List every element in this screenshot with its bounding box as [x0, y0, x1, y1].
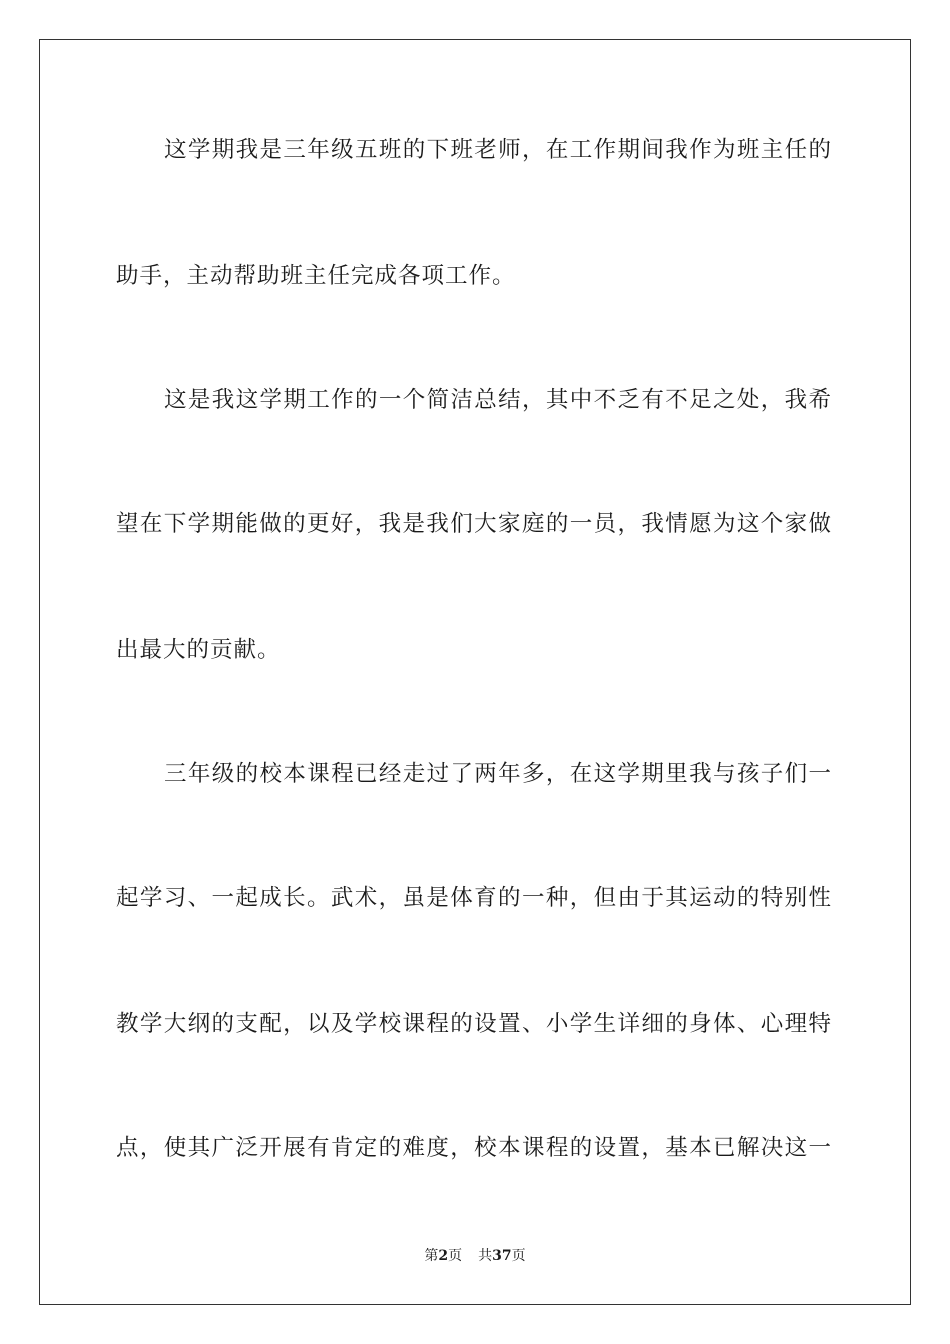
paragraph-line: 望在下学期能做的更好，我是我们大家庭的一员，我情愿为这个家做 [116, 511, 832, 537]
page-number: 2 [438, 1248, 449, 1264]
page-footer [0, 1246, 950, 1266]
paragraph-line: 助手，主动帮助班主任完成各项工作。 [116, 263, 516, 289]
paragraph-line: 三年级的校本课程已经走过了两年多，在这学期里我与孩子们一 [164, 761, 832, 787]
total-prefix: 共 [478, 1248, 493, 1264]
paragraph-line: 这学期我是三年级五班的下班老师，在工作期间我作为班主任的 [164, 137, 832, 163]
paragraph-line: 这是我这学期工作的一个简洁总结，其中不乏有不足之处，我希 [164, 387, 832, 413]
paragraph-line: 出最大的贡献。 [116, 637, 281, 663]
page-prefix: 第 [424, 1248, 439, 1264]
total-suffix: 页 [511, 1248, 526, 1264]
page-border [39, 39, 911, 1305]
paragraph-line: 教学大纲的支配，以及学校课程的设置、小学生详细的身体、心理特 [116, 1011, 832, 1037]
paragraph-line: 点，使其广泛开展有肯定的难度，校本课程的设置，基本已解决这一 [116, 1135, 832, 1161]
page-suffix: 页 [448, 1248, 463, 1264]
total-pages: 37 [492, 1248, 512, 1264]
paragraph-line: 起学习、一起成长。武术，虽是体育的一种，但由于其运动的特别性 [116, 885, 832, 911]
